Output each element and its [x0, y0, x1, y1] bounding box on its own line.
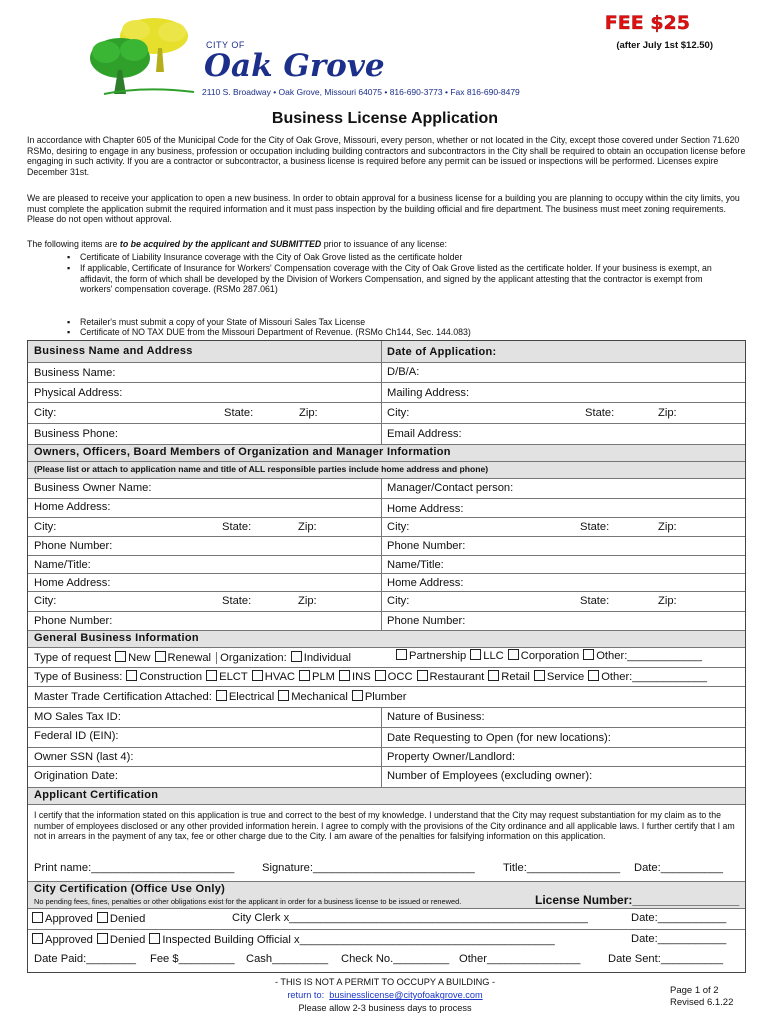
- manager-zip-field[interactable]: Zip:: [658, 521, 677, 533]
- corporation-checkbox[interactable]: [508, 649, 519, 660]
- city-of-label: CITY OF: [206, 40, 245, 50]
- manager-phone-field[interactable]: Phone Number:: [387, 540, 466, 552]
- print-name-field[interactable]: Print name:_______________________: [34, 862, 235, 874]
- trade-cert-label: Master Trade Certification Attached:: [34, 691, 212, 703]
- trade-cert-row: [34, 690, 407, 704]
- employees-field[interactable]: Number of Employees (excluding owner):: [387, 770, 593, 782]
- other-payment-field[interactable]: Other_______________: [459, 953, 581, 965]
- new-label: New: [128, 652, 151, 664]
- business-name-field[interactable]: Business Name:: [34, 367, 116, 379]
- type-of-business-row: [34, 670, 707, 684]
- property-owner-field[interactable]: Property Owner/Landlord:: [387, 751, 516, 763]
- llc-checkbox[interactable]: [470, 649, 481, 660]
- owner-phone-field[interactable]: Phone Number:: [34, 540, 113, 552]
- mo-sales-tax-field[interactable]: MO Sales Tax ID:: [34, 711, 121, 723]
- service-checkbox[interactable]: [534, 670, 545, 681]
- date-paid-field[interactable]: Date Paid:________: [34, 953, 137, 965]
- inspect-approved-label: Approved: [45, 934, 93, 946]
- physical-address-field[interactable]: Physical Address:: [34, 387, 123, 399]
- city-cert-note: No pending fees, fines, penalties or other obligations exist for the applicant in order for a business license to be issued or renewed.: [34, 897, 462, 906]
- other-org-checkbox[interactable]: [583, 649, 594, 660]
- intro-p3-text-end: prior to issuance of any license:: [321, 239, 447, 249]
- officer-home-address-field[interactable]: Home Address:: [34, 577, 111, 589]
- fee-note: (after July 1st $12.50): [616, 40, 713, 51]
- plm-checkbox[interactable]: [299, 670, 310, 681]
- section-city-cert-heading: City Certification (Office Use Only): [34, 883, 226, 895]
- section-owners-subheading: (Please list or attach to application name and title of ALL responsible parties include home address and phone): [34, 464, 489, 474]
- occ-checkbox[interactable]: [375, 670, 386, 681]
- inspect-approved-checkbox[interactable]: [32, 933, 43, 944]
- intro-p3-emphasis: to be acquired by the applicant and SUBMITTED: [119, 239, 322, 249]
- revision-date: Revised 6.1.22: [670, 997, 734, 1008]
- application-form: [27, 340, 746, 973]
- owner-home-address-field[interactable]: Home Address:: [34, 501, 111, 513]
- clerk-approval-row: [28, 912, 145, 926]
- mechanical-checkbox[interactable]: [278, 690, 289, 701]
- processing-time-note: Please allow 2-3 business days to process: [298, 1003, 472, 1013]
- partnership-label: Partnership: [409, 650, 467, 662]
- requirement-bullet: ▪ If applicable, Certificate of Insurance for Workers' Compensation coverage with the City of Oak Grove listed as the certificate holder. If your business is exempt, an affidavit, the form of which shall be developed by the Division of Workers Compensation, and signed by the applicant attesting that the contractor is exempt from workers' compensation coverage. (RSMo 287.061): [80, 263, 735, 295]
- fee-paid-field[interactable]: Fee $_________: [150, 953, 235, 965]
- intro-paragraph-1: In accordance with Chapter 605 of the Municipal Code for the City of Oak Grove, Missouri, every person, whether or not located in the City, except those covered under Section 71.620 RSMo, desiring to engage in any business, profession or occupation including building contractors and subcontractors in the City shall be required to obtain an occupation license before engaging in such activity. If you are a contractor or subcontractor, a business license is required before any permit can be issued or inspections will be performed. Licenses expire December 31st.: [27, 135, 746, 178]
- page-title: Business License Application: [271, 110, 499, 127]
- origination-date-field[interactable]: Origination Date:: [34, 770, 118, 782]
- intro-paragraph-2: We are pleased to receive your application to open a new business. In order to obtain approval for a business license for a building you are planning to occupy within the city limits, you must complete the application submit the required information and it must pass inspection by the building official and fire department. The business must meet zoning requirements. Please do not open without approval.: [27, 193, 740, 225]
- clerk-denied-checkbox[interactable]: [97, 912, 108, 923]
- officer-name-title-field[interactable]: Name/Title:: [34, 559, 91, 571]
- state-field[interactable]: State:: [224, 407, 254, 419]
- officer2-city-field[interactable]: City:: [387, 595, 410, 607]
- type-of-request-label: Type of request: [34, 652, 112, 664]
- officer2-name-title-field[interactable]: Name/Title:: [387, 559, 444, 571]
- restaurant-checkbox[interactable]: [417, 670, 428, 681]
- page-number: Page 1 of 2: [670, 985, 719, 996]
- fee-amount: FEE $25: [604, 12, 690, 34]
- renewal-label: Renewal: [167, 652, 212, 664]
- elct-checkbox[interactable]: [206, 670, 217, 681]
- partnership-checkbox[interactable]: [396, 649, 407, 660]
- construction-checkbox[interactable]: [126, 670, 137, 681]
- retail-checkbox[interactable]: [488, 670, 499, 681]
- plumber-checkbox[interactable]: [352, 690, 363, 701]
- hvac-label: HVAC: [264, 671, 295, 683]
- owner-ssn-field[interactable]: Owner SSN (last 4):: [34, 751, 134, 763]
- officer-zip-field[interactable]: Zip:: [298, 595, 317, 607]
- intro-p3-text: The following items are: [27, 239, 120, 249]
- inspected-checkbox[interactable]: [149, 933, 160, 944]
- intro-paragraph-3: [27, 239, 747, 250]
- organization-label: Organization:: [216, 652, 287, 664]
- manager-city-field[interactable]: City:: [387, 521, 410, 533]
- business-phone-field[interactable]: Business Phone:: [34, 428, 118, 440]
- cash-field[interactable]: Cash_________: [246, 953, 329, 965]
- not-permit-notice: - THIS IS NOT A PERMIT TO OCCUPY A BUILDING -: [274, 977, 496, 987]
- other-org-field[interactable]: Other:____________: [596, 650, 702, 662]
- renewal-checkbox[interactable]: [155, 651, 166, 662]
- section-applicant-heading: Applicant Certification: [34, 789, 159, 801]
- electrical-checkbox[interactable]: [216, 690, 227, 701]
- elct-label: ELCT: [219, 671, 248, 683]
- inspect-denied-label: Denied: [109, 934, 146, 946]
- requirement-bullet: ▪ Certificate of Liability Insurance coverage with the City of Oak Grove listed as the certificate holder: [80, 252, 735, 263]
- officer-state-field[interactable]: State:: [222, 595, 252, 607]
- city-address: 2110 S. Broadway • Oak Grove, Missouri 64075 • 816-690-3773 • Fax 816-690-8479: [202, 87, 520, 97]
- license-number-field[interactable]: License Number:________________: [535, 893, 740, 907]
- certification-statement: I certify that the information stated on this application is true and correct to the best of my knowledge. I understand that the City may request substantiation for my claim as to the number of employees disclosed or any other provided information herein. I agree to comply with the provisions of the City ordinance and all applicable laws. I further certify that I am not in arrears in the payment of any tax, fee or other charge due to the City. I am aware of the penalties for falsifying information on this application.: [34, 810, 735, 841]
- return-email-link[interactable]: businesslicense@cityofoakgrove.com: [329, 990, 483, 1000]
- officer-phone-field[interactable]: Phone Number:: [34, 615, 113, 627]
- city-clerk-signature-field[interactable]: City Clerk x________________________________________________: [232, 912, 588, 924]
- plumber-label: Plumber: [364, 691, 407, 703]
- mailing-state-field[interactable]: State:: [585, 407, 615, 419]
- requirement-bullet: ▪ Certificate of NO TAX DUE from the Missouri Department of Revenue. (RSMo Ch144, Sec. 144.083): [80, 327, 735, 338]
- owner-city-field[interactable]: City:: [34, 521, 57, 533]
- cert-date-field[interactable]: Date:__________: [634, 862, 723, 874]
- officer2-phone-field[interactable]: Phone Number:: [387, 615, 466, 627]
- plm-label: PLM: [312, 671, 336, 683]
- individual-checkbox[interactable]: [291, 651, 302, 662]
- mailing-zip-field[interactable]: Zip:: [658, 407, 677, 419]
- owner-zip-field[interactable]: Zip:: [298, 521, 317, 533]
- construction-label: Construction: [139, 671, 203, 683]
- occ-label: OCC: [387, 671, 413, 683]
- date-open-field[interactable]: Date Requesting to Open (for new locations):: [387, 732, 611, 744]
- corporation-label: Corporation: [520, 650, 580, 662]
- manager-home-address-field[interactable]: Home Address:: [387, 503, 464, 515]
- inspect-denied-checkbox[interactable]: [97, 933, 108, 944]
- retail-label: Retail: [501, 671, 530, 683]
- letterhead: [0, 0, 770, 108]
- new-checkbox[interactable]: [115, 651, 126, 662]
- nature-of-business-field[interactable]: Nature of Business:: [387, 711, 485, 723]
- check-no-field[interactable]: Check No._________: [341, 953, 450, 965]
- return-to-line: [0, 989, 770, 1001]
- return-to-label: return to:: [287, 990, 325, 1000]
- ins-checkbox[interactable]: [339, 670, 350, 681]
- section-business-heading: Business Name and Address: [34, 345, 193, 357]
- restaurant-label: Restaurant: [429, 671, 485, 683]
- date-sent-field[interactable]: Date Sent:__________: [608, 953, 724, 965]
- officer2-zip-field[interactable]: Zip:: [658, 595, 677, 607]
- ins-label: INS: [352, 671, 371, 683]
- dba-field[interactable]: D/B/A:: [387, 366, 420, 378]
- type-of-request-row: [34, 651, 351, 665]
- mailing-city-field[interactable]: City:: [387, 407, 410, 419]
- type-of-business-label: Type of Business:: [34, 671, 123, 683]
- clerk-approved-checkbox[interactable]: [32, 912, 43, 923]
- electrical-label: Electrical: [228, 691, 275, 703]
- mailing-address-field[interactable]: Mailing Address:: [387, 387, 470, 399]
- officer2-state-field[interactable]: State:: [580, 595, 610, 607]
- partnership-option: [392, 649, 702, 663]
- officer-city-field[interactable]: City:: [34, 595, 57, 607]
- manager-field[interactable]: Manager/Contact person:: [387, 482, 514, 494]
- clerk-date-field[interactable]: Date:___________: [631, 912, 727, 924]
- signature-field[interactable]: Signature:__________________________: [262, 862, 475, 874]
- manager-state-field[interactable]: State:: [580, 521, 610, 533]
- officer2-home-address-field[interactable]: Home Address:: [387, 577, 464, 589]
- city-name-logotype: Oak Grove: [204, 48, 385, 84]
- date-of-application-label: Date of Application:: [387, 346, 497, 358]
- hvac-checkbox[interactable]: [252, 670, 263, 681]
- llc-label: LLC: [483, 650, 504, 662]
- other-bus-checkbox[interactable]: [588, 670, 599, 681]
- owner-name-field[interactable]: Business Owner Name:: [34, 482, 152, 494]
- service-label: Service: [546, 671, 585, 683]
- other-business-field[interactable]: Other:____________: [601, 671, 707, 683]
- individual-label: Individual: [303, 652, 351, 664]
- inspector-date-field[interactable]: Date:___________: [631, 933, 727, 945]
- building-official-signature-field[interactable]: Inspected Building Official x_________________________________________: [162, 934, 555, 946]
- mechanical-label: Mechanical: [291, 691, 348, 703]
- email-field[interactable]: Email Address:: [387, 428, 462, 440]
- requirement-bullet: ▪ Retailer's must submit a copy of your State of Missouri Sales Tax License: [80, 317, 735, 328]
- federal-id-field[interactable]: Federal ID (EIN):: [34, 730, 119, 742]
- zip-field[interactable]: Zip:: [299, 407, 318, 419]
- owner-state-field[interactable]: State:: [222, 521, 252, 533]
- clerk-approved-label: Approved: [45, 913, 93, 925]
- section-owners-heading: Owners, Officers, Board Members of Organization and Manager Information: [34, 446, 451, 458]
- city-field[interactable]: City:: [34, 407, 57, 419]
- clerk-denied-label: Denied: [109, 913, 146, 925]
- oak-tree-logo: [84, 12, 204, 96]
- section-general-heading: General Business Information: [34, 632, 199, 644]
- inspector-approval-row: [28, 933, 555, 947]
- title-field[interactable]: Title:_______________: [503, 862, 621, 874]
